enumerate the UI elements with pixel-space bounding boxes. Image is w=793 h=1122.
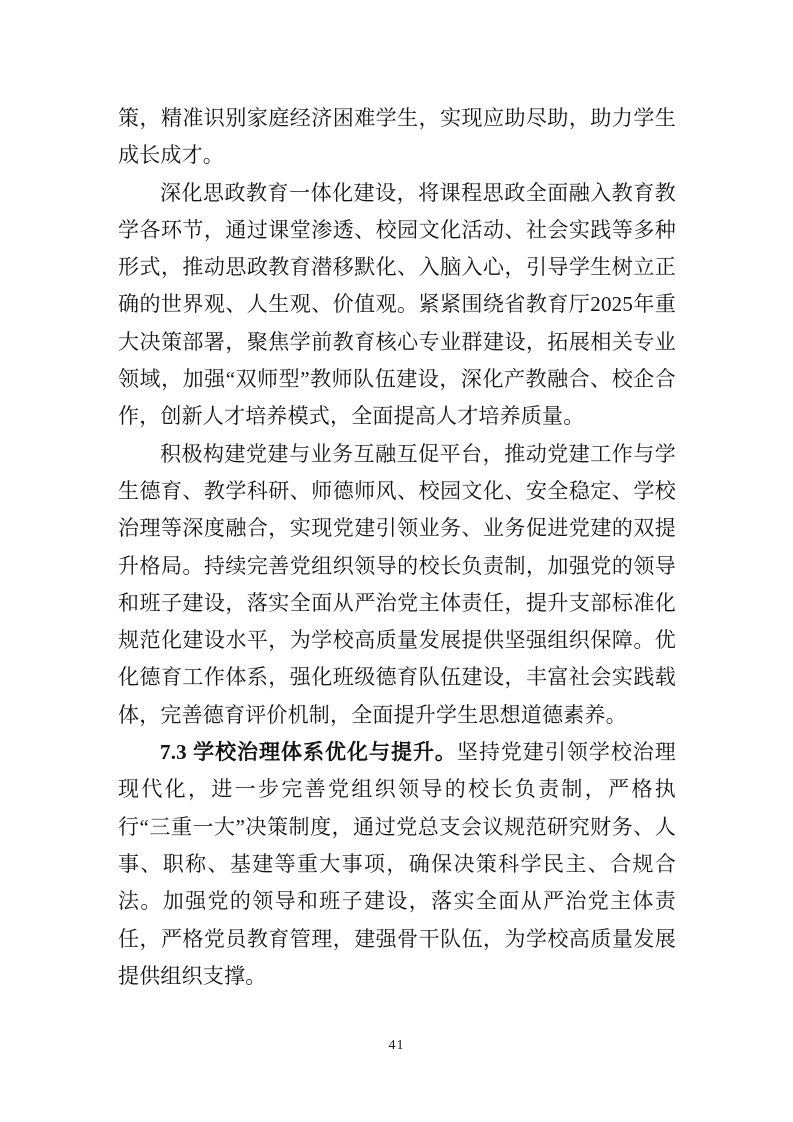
- page-number: 41: [388, 1038, 405, 1053]
- page-content: [118, 100, 676, 995]
- paragraph-continuation: 策，精准识别家庭经济困难学生，实现应助尽助，助力学生成长成才。: [118, 106, 676, 168]
- paragraph-text: 坚持党建引领学校治理现代化，进一步完善党组织领导的校长负责制，严格执行“三重一大”决策制度，通过党总支会议规范研究财务、人事、职称、基建等重大事项，确保决策科学民主、合规合法。加强党的领导和班子建设，落实全面从严治党主体责任，严格党员教育管理，建强骨干队伍，为学校高质量发展提供组织支撑。: [118, 740, 676, 988]
- paragraph: 积极构建党建与业务互融互促平台，推动党建工作与学生德育、教学科研、师德师风、校园文化、安全稳定、学校治理等深度融合，实现党建引领业务、业务促进党建的双提升格局。持续完善党组织领导的校长负责制，加强党的领导和班子建设，落实全面从严治党主体责任，提升支部标准化规范化建设水平，为学校高质量发展提供坚强组织保障。优化德育工作体系，强化班级德育队伍建设，丰富社会实践载体，完善德育评价机制，全面提升学生思想道德素养。: [118, 441, 676, 727]
- section-heading-7-3: 7.3 学校治理体系优化与提升。: [160, 740, 457, 765]
- paragraph: 深化思政教育一体化建设，将课程思政全面融入教育教学各环节，通过课堂渗透、校园文化活动、社会实践等多种形式，推动思政教育潜移默化、入脑入心，引导学生树立正确的世界观、人生观、价值观。紧紧围绕省教育厅2025年重大决策部署，聚焦学前教育核心专业群建设，拓展相关专业领域，加强“双师型”教师队伍建设，深化产教融合、校企合作，创新人才培养模式，全面提高人才培养质量。: [118, 180, 676, 429]
- paragraph-with-heading: [118, 734, 676, 995]
